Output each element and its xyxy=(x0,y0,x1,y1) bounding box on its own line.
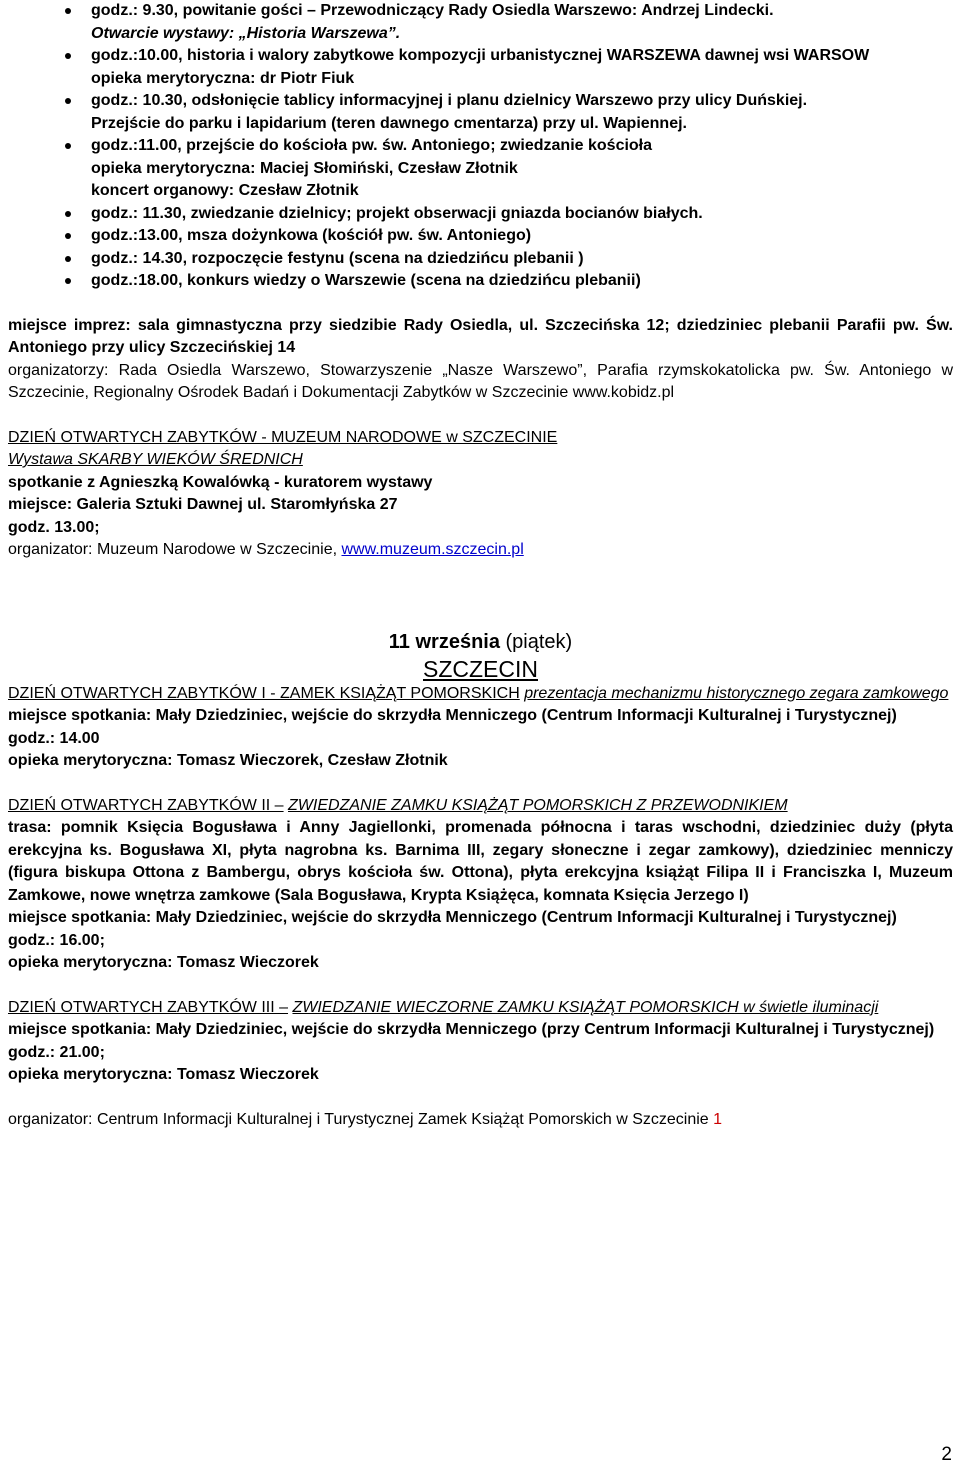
day-header xyxy=(8,629,953,683)
event-title-italic: ZWIEDZANIE ZAMKU KSIĄŻĄT POMORSKICH Z PRZEWODNIKIEM xyxy=(288,796,788,814)
event-place: miejsce spotkania: Mały Dziedziniec, wejście do skrzydła Menniczego (Centrum Informacji Kulturalnej i Turystycznej) xyxy=(8,707,897,724)
event-title-text: DZIEŃ OTWARTYCH ZABYTKÓW III – xyxy=(8,998,289,1016)
page-number: 2 xyxy=(941,1444,952,1465)
final-organizer: organizator: Centrum Informacji Kulturalnej i Turystycznej Zamek Książąt Pomorskich w Szczecinie xyxy=(8,1110,709,1128)
event-route: trasa: pomnik Księcia Bogusława i Anny Jagiellonki, promenada północna i taras wschodni, dziedziniec duży (płyta erekcyjna ks. Bogusława XI, płyta nagrobna ks. Barnima III, zegary słoneczne i zegar zamkowy), dziedziniec menniczy (figura biskupa Ottona z Bambergu, obrys kościoła św. Ottona), płyta erekcyjna książąt Filipa II i Franciszka I, Muzeum Zamkowe, nowe wnętrza zamkowe (Sala Bogusława, Krypta Książęca, komnata Księcia Jerzego I) xyxy=(8,819,953,904)
list-item-line: godz.:10.00, historia i walory zabytkowe kompozycji urbanistycznej WARSZEWA dawnej wsi WARSOW xyxy=(91,47,870,64)
museum-organizer-line xyxy=(8,539,953,562)
list-item-line: Przejście do parku i lapidarium (teren dawnego cmentarza) przy ul. Wapiennej. xyxy=(91,114,687,132)
event-title-italic: prezentacja mechanizmu historycznego zegara zamkowego xyxy=(524,684,949,702)
list-item-line: godz.: 10.30, odsłonięcie tablicy informacyjnej i planu dzielnicy Warszewo przy ulicy Duńskiej. xyxy=(91,92,808,109)
final-organizer-line xyxy=(8,1109,953,1132)
day-date-rest: (piątek) xyxy=(499,630,573,653)
event-title-italic: ZWIEDZANIE WIECZORNE ZAMKU KSIĄŻĄT POMORSKICH w świetle iluminacji xyxy=(292,998,879,1016)
list-item xyxy=(8,225,953,248)
venue-text: miejsce imprez: sala gimnastyczna przy siedzibie Rady Osiedla, ul. Szczecińska 12; dziedziniec plebanii Parafii pw. Św. Antoniego przy ulicy Szczecińskiej 14 xyxy=(8,316,953,356)
museum-subtitle: Wystawa SKARBY WIEKÓW ŚREDNICH xyxy=(8,451,303,468)
event-1 xyxy=(8,683,953,773)
event-place: miejsce spotkania: Mały Dziedziniec, wejście do skrzydła Menniczego (Centrum Informacji Kulturalnej i Turystycznej) xyxy=(8,909,897,926)
list-item-line: opieka merytoryczna: dr Piotr Fiuk xyxy=(91,69,355,87)
event-care: opieka merytoryczna: Tomasz Wieczorek, Czesław Złotnik xyxy=(8,752,448,769)
list-item-line: Otwarcie wystawy: „Historia Warszewa”. xyxy=(91,24,401,42)
event-title xyxy=(8,997,953,1020)
list-item xyxy=(8,45,953,90)
museum-link[interactable]: www.muzeum.szczecin.pl xyxy=(341,541,524,558)
list-item xyxy=(8,90,953,135)
event-time: godz.: 21.00; xyxy=(8,1043,105,1061)
day-city: SZCZECIN xyxy=(423,655,538,682)
museum-meeting: spotkanie z Agnieszką Kowalówką - kuratorem wystawy xyxy=(8,473,433,491)
list-item-line: godz.: 14.30, rozpoczęcie festynu (scena na dziedzińcu plebanii ) xyxy=(91,249,584,267)
event-care: opieka merytoryczna: Tomasz Wieczorek xyxy=(8,1066,319,1083)
list-item xyxy=(8,203,953,226)
museum-time: godz. 13.00; xyxy=(8,518,100,536)
museum-section xyxy=(8,427,953,562)
event-3 xyxy=(8,997,953,1087)
event-title xyxy=(8,795,953,818)
list-item xyxy=(8,0,953,45)
list-item-line: godz.:13.00, msza dożynkowa (kościół pw. św. Antoniego) xyxy=(91,227,532,244)
list-item-line: godz.:11.00, przejście do kościoła pw. św. Antoniego; zwiedzanie kościoła xyxy=(91,137,653,154)
event-place: miejsce spotkania: Mały Dziedziniec, wejście do skrzydła Menniczego (przy Centrum Informacji Kulturalnej i Turystycznej) xyxy=(8,1021,935,1038)
footnote-marker: 1 xyxy=(713,1110,723,1128)
list-item-line: koncert organowy: Czesław Złotnik xyxy=(91,182,359,199)
day-date xyxy=(8,629,953,655)
event-care: opieka merytoryczna: Tomasz Wieczorek xyxy=(8,954,319,971)
list-item xyxy=(8,135,953,203)
day-date-bold: 11 września xyxy=(388,630,500,653)
event-title xyxy=(8,683,953,706)
list-item xyxy=(8,270,953,293)
museum-organizer: organizator: Muzeum Narodowe w Szczecinie, xyxy=(8,541,338,558)
document-page xyxy=(8,0,953,1131)
list-item-line: godz.:18.00, konkurs wiedzy o Warszewie (scena na dziedzińcu plebanii) xyxy=(91,272,641,289)
event-title-text: DZIEŃ OTWARTYCH ZABYTKÓW I - ZAMEK KSIĄŻĄT POMORSKICH xyxy=(8,684,520,702)
event-time: godz.: 14.00 xyxy=(8,729,100,747)
list-item xyxy=(8,248,953,271)
event-title-text: DZIEŃ OTWARTYCH ZABYTKÓW II – xyxy=(8,796,284,814)
event-2 xyxy=(8,795,953,975)
program-list xyxy=(8,0,953,293)
list-item-line: godz.: 11.30, zwiedzanie dzielnicy; projekt obserwacji gniazda bocianów białych. xyxy=(91,204,703,222)
museum-place: miejsce: Galeria Sztuki Dawnej ul. Staromłyńska 27 xyxy=(8,496,398,513)
museum-title: DZIEŃ OTWARTYCH ZABYTKÓW - MUZEUM NARODOWE w SZCZECINIE xyxy=(8,428,558,446)
event-time: godz.: 16.00; xyxy=(8,931,105,949)
list-item-line: godz.: 9.30, powitanie gości – Przewodniczący Rady Osiedla Warszewo: Andrzej Lindecki. xyxy=(91,2,774,19)
list-item-line: opieka merytoryczna: Maciej Słomiński, Czesław Złotnik xyxy=(91,159,518,177)
organizers-text: organizatorzy: Rada Osiedla Warszewo, Stowarzyszenie „Nasze Warszewo”, Parafia rzymskokatolicka pw. Św. Antoniego w Szczecinie, Regionalny Ośrodek Badań i Dokumentacji Zabytków w Szczecinie www.kobidz.pl xyxy=(8,361,953,401)
